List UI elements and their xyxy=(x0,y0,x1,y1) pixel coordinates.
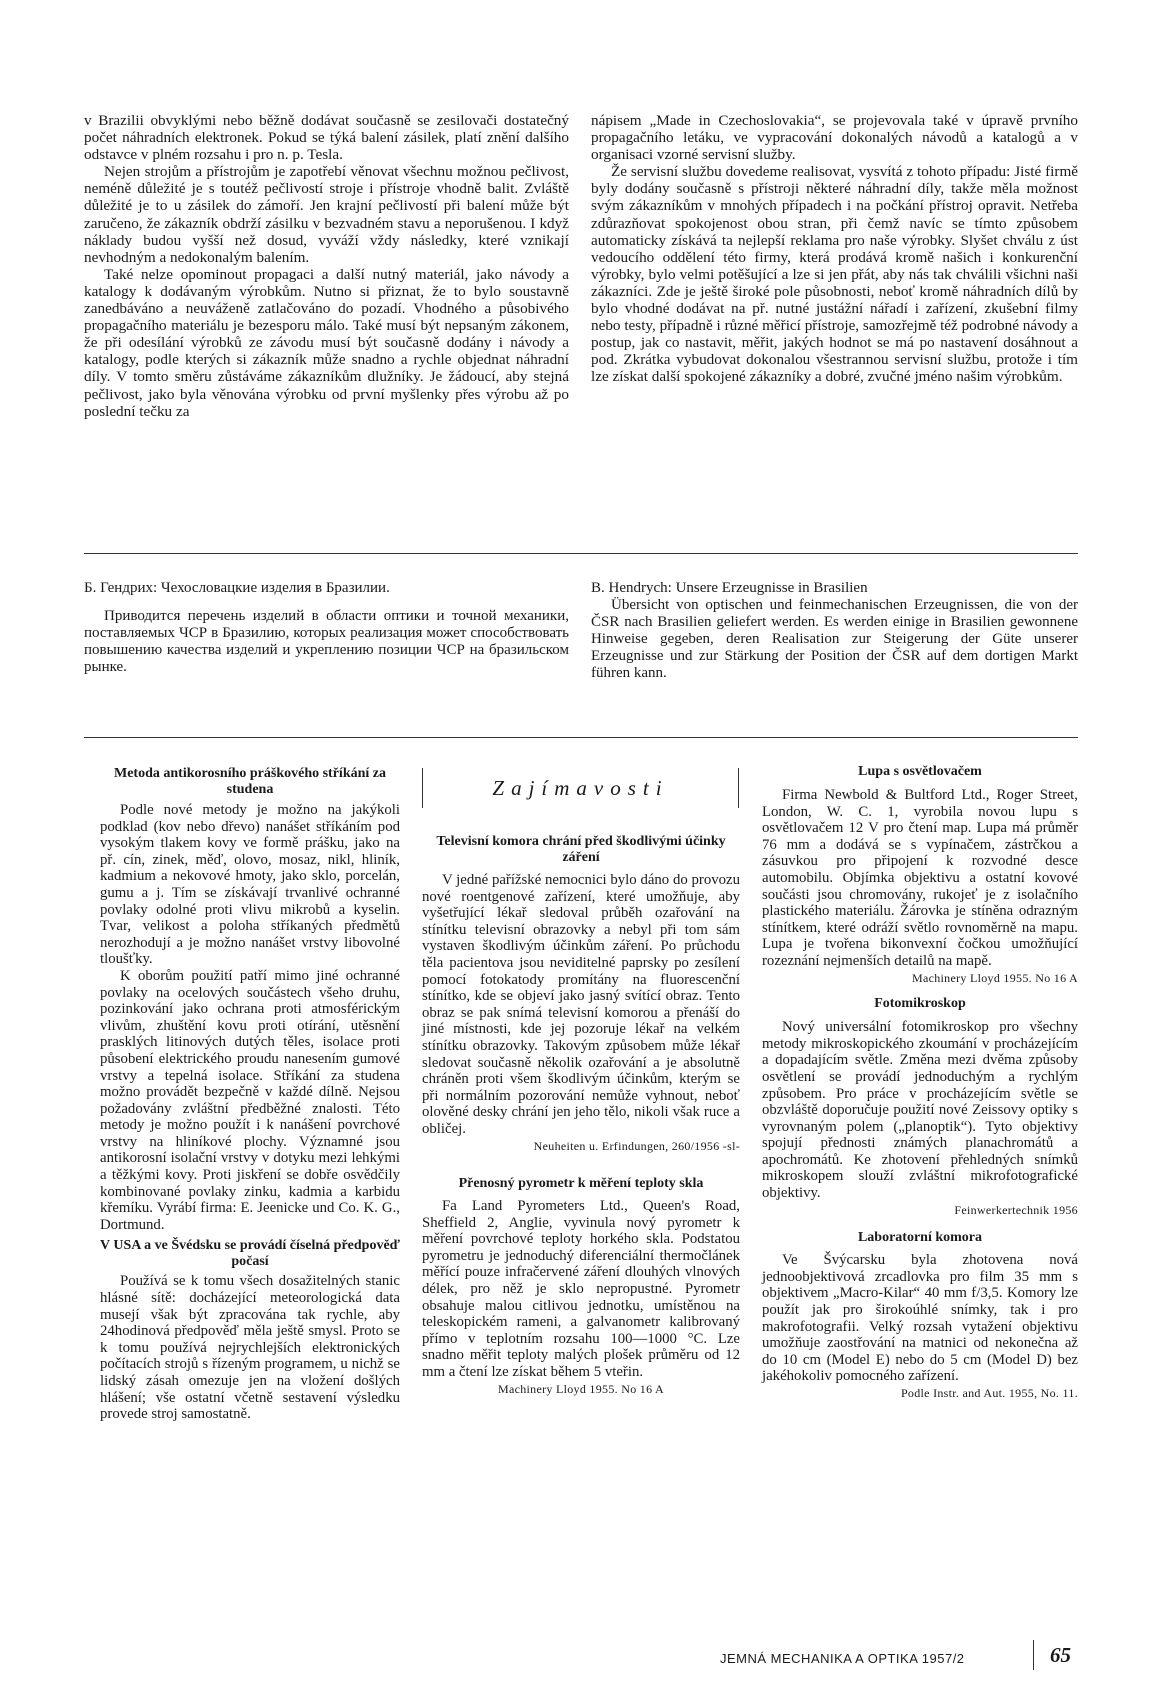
article-right-column xyxy=(591,112,1078,386)
page-number: 65 xyxy=(1050,1643,1071,1667)
paragraph: Také nelze opominout propagaci a další nutný materiál, jako návody a katalogy k dodávaným výrobkům. Nutno si přiznat, že to bylo soustavně zanedbáváno a neuváženě zatlačováno do pozadí. Vhodného a působivého propagačního materiálu je bezesporu málo. Také musí být nepsaným zákonem, že při odesílání výrobků ze závodu musí být současně dodány i návody a katalogy, podle kterých si zákazník může snadno a rychle objednat náhradní díly. V tomto směru zůstáváme zákazníkům dlužníky. Je žádoucí, aby stejná pečlivost, jako byla věnována výrobku od první myšlenky přes výrobu až po poslední tečku za xyxy=(84,265,569,420)
summary-russian xyxy=(84,580,569,676)
paragraph: K oborům použití patří mimo jiné ochranné povlaky na ocelových součástech všeho druhu, pozinkování jako ochrana proti atmosférickým vlivům, zhuštění kovu proti otírání, utěsnění prasklých litinových dutých těles, isolace proti působení elektrického proudu nanesením gumové vrstvy a tepelná isolace. Stříkání za studena možno provádět bezpečně v každé dílně. Nejsou požadovány zvláštní předběžné znalosti. Této metody je možno použít i k nanášení povrchové vrstvy na hliníkové plochy. Významné jsou antikorosní isolační vrstvy v dotyku mezi lehkými a těžkými kovy. Proti jiskření se dobře osvědčily kombinované povlaky zinku, kadmia a karbidu křemíku. Vyrábí firma: E. Jeenicke und Co. K. G., Dortmund. xyxy=(100,967,400,1233)
divider xyxy=(84,553,1078,554)
footer-divider xyxy=(1033,1640,1034,1670)
source-citation: Podle Instr. and Aut. 1955, No. 11. xyxy=(900,1386,1078,1400)
paragraph: Že servisní službu dovedeme realisovat, vysvítá z tohoto případu: Jisté firmě byly dodány současně s přístroji některé náhradní díly, takže měla možnost svým zákazníkům v mnohých případech i na počkání přístroj opravit. Netřeba zdůrazňovat spokojenost obou stran, při čemž navíc se tímto způsobem automaticky získává ta nejlepší reklama pro naše výrobky. Slyšet chválu z úst vedoucího oddělení této firmy, která prodává kromě našich i konkurenční výrobky, bylo velmi potěšující a lze si jen přát, aby nás tak chválili všichni naši zákazníci. Zde je ještě široké pole působnosti, neboť kromě náhradních dílů by bylo vhodné dodávat na př. nutné justážní nářadí i zařízení, zkušební filmy nebo testy, případně i různé měřicí přístroje, samozřejmě též podrobné návody a postup, jak co nastavit, měřit, jakých hodnot se má po nastavení dosáhnout a pod. Zkrátka vybudovat dokonalou všestrannou servisní službu, protože i tím lze získat další spokojené zákazníky a dobré, zvučné jméno našim výrobkům. xyxy=(591,163,1078,386)
paragraph: Fa Land Pyrometers Ltd., Queen's Road, Sheffield 2, Anglie, vyvinula nový pyrometr k měření povrchové teploty horkého skla. Podstatou pyrometru je jednoduchý diferenciální thermočlánek měřící pouze infračervené záření dlouhých vlnových délek, pro něž je sklo nepropustné. Pyrometr obsahuje malou citlivou jednotku, umístěnou na teleskopickém rameni, a galvanometr kalibrovaný přímo v teplotním rozsahu 100—1000 °C. Lze snadno měřit teploty malých plošek průměru od 12 mm a čtení lze získat během 5 vteřin. xyxy=(422,1198,740,1381)
article-title: V USA a ve Švédsku se provádí číselná předpověď počasí xyxy=(100,1238,400,1270)
article-title: Lupa s osvětlovačem xyxy=(858,764,982,779)
summary-heading: Б. Гендрих: Чехословацкие изделия в Бразилии. xyxy=(84,580,390,596)
paragraph: Podle nové metody je možno na jakýkoli podklad (kov nebo dřevo) nanášet stříkáním pod vysokým tlakem kovy ve formě prášku, jako na př. cín, zinek, měď, olovo, mosaz, nikl, hliník, kadmium a nekovové hmoty, jako sklo, porcelán, gumu a j. Tím se získávají trvanlivé ochranné povlaky odolné proti vlivu mikrobů a kyselin. Tvar, velikost a poloha stříkaných předmětů nerozhodují a je možno nanášet vrstvy libovolné tloušťky. xyxy=(100,802,400,968)
source-citation: Neuheiten u. Erfindungen, 260/1956 -sl- xyxy=(533,1138,740,1153)
journal-footer: JEMNÁ MECHANIKA A OPTIKA 1957/2 xyxy=(720,1651,965,1666)
paragraph: Nejen strojům a přístrojům je zapotřebí věnovat všechnu možnou pečlivost, neméně důležité je s toutéž pečlivostí stroje i přístroje vhodně balit. Zvláště důležité je to u zásilek do zámoří. Jen krajní pečlivostí při balení může být zaručeno, že zákazník obdrží zásilku v bezvadném stavu a neporušenou. I když náklady budou vyšší než dosud, vyváží vždy následky, které vznikají nevhodným a nedokonalým balením. xyxy=(84,163,569,266)
summary-heading: B. Hendrych: Unsere Erzeugnisse in Brasilien xyxy=(591,580,868,596)
paragraph: Používá se k tomu všech dosažitelných stanic hlásné sítě: docházející meteorologická data musejí však být zpracována tak rychle, aby 24hodinová předpověď měla ještě smysl. Proto se k tomu používá nejrychlejších elektronických počítacích strojů s řízeným programem, u nichž se lidský zásah omezuje jen na vložení došlých hlášení; vše ostatní včetně sestavení výsledku provede stroj samostatně. xyxy=(100,1273,400,1423)
article-left-column xyxy=(84,112,569,420)
article-title: Fotomikroskop xyxy=(874,996,966,1012)
article-title: Přenosný pyrometr k měření teploty skla xyxy=(458,1176,704,1192)
paragraph: Firma Newbold & Bultford Ltd., Roger Street, London, W. C. 1, vyrobila novou lupu s osvětlovačem 12 V pro čtení map. Lupa má průměr 76 mm a dodává se s vypínačem, zástrčkou a zásuvkou pro připojení k rozvodné desce automobilu. Objímka objektivu a ostatní kovové součásti jsou chromovány, rukojeť je z isolačního plastického materiálu. Žárovka je stíněna odrazným stínítkem, které odráží světlo rovnoměrně na mapu. Lupa je tvořena bikonvexní čočkou umožňující rozeznání nejmenších detailů na mapě. xyxy=(762,787,1078,969)
lower-middle-column xyxy=(422,834,740,1397)
paragraph: V jedné pařížské nemocnici bylo dáno do provozu nové roentgenové zařízení, které umožňuje, aby vyšetřující lékař sledoval průběh ozařování na stínítku televisní obrazovky a nebyl při tom sám vystaven škodlivým účinkům záření. Po průchodu těla pacientova jsou neviditelné paprsky po zesílení pomocí fotokatody promítány na fluorescenční stínítko, kde se objeví jako jasný svítící obraz. Tento obraz se pak snímá televisní komorou a přenáší do jiné místnosti, kde jej pozoruje lékař na velkém stínítku obrazovky. Takovým způsobem může lékař sledovat současně několik ozařování a je absolutně chráněn proti všem škodlivým účinkům, kterým se při normálním pozorování nemůže vyhnout, neboť olověné desky chrání jen jeho tělo, nikoli však ruce a obličej. xyxy=(422,872,740,1137)
divider xyxy=(84,737,1078,738)
source-citation: Feinwerkertechnik 1956 xyxy=(954,1202,1078,1217)
lower-right-column xyxy=(762,764,1078,1402)
source-citation: Machinery Lloyd 1955. No 16 A xyxy=(911,970,1078,985)
lower-left-column xyxy=(100,766,400,1423)
paragraph: Ve Švýcarsku byla zhotovena nová jednoobjektivová zrcadlovka pro film 35 mm s objektivem „Macro-Kilar“ 40 mm f/3,5. Komory lze použít jak pro širokoúhlé snímky, tak i pro makrofotografii. Velký rozsah vytažení objektivu umožňuje zaostřování na matnici od nekonečna až do 10 cm (Model E) nebo do 5 cm (Model D) bez jakéhokoliv pomocného zařízení. xyxy=(762,1252,1078,1385)
source-citation: Machinery Lloyd 1955. No 16 A xyxy=(497,1381,664,1396)
paragraph: nápisem „Made in Czechoslovakia“, se projevovala také v úpravě prvního propagačního letáku, ve vypracování dokonalých návodů a katalogů a v organisaci vzorné servisní služby. xyxy=(591,112,1078,164)
summary-text: Приводится перечень изделий в области оптики и точной механики, поставляемых ЧСР в Бразилию, которых реализация может способствовать повышению качества изделий и укреплению позиции ЧСР на бразильском рынке. xyxy=(84,608,569,675)
paragraph: v Brazilii obvyklými nebo běžně dodávat současně se zesilovači dostatečný počet náhradních elektronek. Pokud se týká balení zásilek, platí znění dalšího odstavce v plném rozsahu i pro n. p. Tesla. xyxy=(84,112,569,164)
summary-german xyxy=(591,580,1078,682)
section-title: Zajímavosti xyxy=(422,768,739,808)
article-title: Metoda antikorosního práškového stříkání za studena xyxy=(114,766,386,797)
article-title: Televisní komora chrání před škodlivými účinky záření xyxy=(436,834,726,865)
paragraph: Nový universální fotomikroskop pro všechny metody mikroskopického zkoumání v procházejícím a dopadajícím světle. Změna mezi dvěma způsoby osvětlení se provádí jednoduchým a rychlým způsobem. Pro práce v procházejícím světle se obzvláště doporučuje použití nové Zeissovy optiky s vyrovnaným polem („planoptik“). Tyto objektivy spojují přednosti známých planachromátů a apochromátů. Ke zhotovení přehledných snímků mikroskopem slouží zvláštní mikrofotografické objektivy. xyxy=(762,1019,1078,1202)
summary-text: Übersicht von optischen und feinmechanischen Erzeugnissen, die von der ČSR nach Brasilien geliefert werden. Es werden einige in Brasilien gewonnene Hinweise gegeben, deren Realisation zur Steigerung der Güte unserer Erzeugnisse und zur Stärkung der Position der ČSR auf dem dortigen Markt führen kann. xyxy=(591,597,1078,681)
article-title: Laboratorní komora xyxy=(857,1230,983,1246)
